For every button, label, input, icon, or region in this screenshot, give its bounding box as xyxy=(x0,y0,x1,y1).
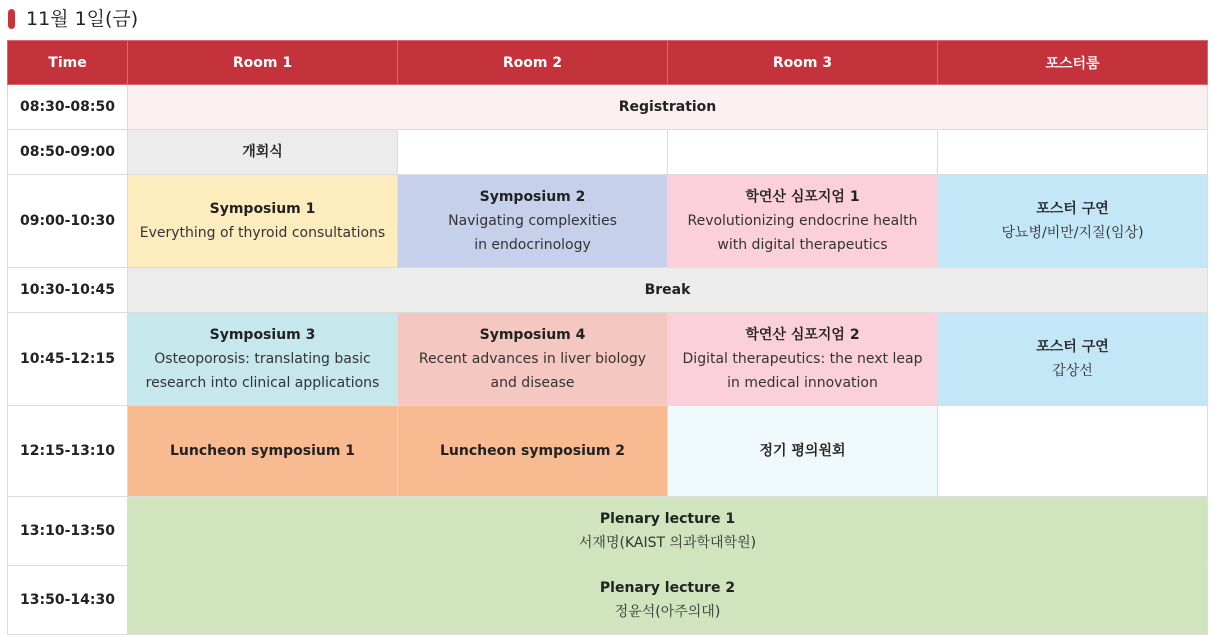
session-topic: Everything of thyroid consultations xyxy=(139,225,386,241)
session-poster-oral-2[interactable] xyxy=(938,313,1208,406)
session-luncheon-symposium-1[interactable] xyxy=(128,406,398,497)
time-slot: 08:30-08:50 xyxy=(8,85,128,130)
registration-label: Registration xyxy=(618,99,717,115)
time-slot: 09:00-10:30 xyxy=(8,175,128,268)
table-row xyxy=(8,130,1208,175)
session-topic: Osteoporosis: translating basic xyxy=(154,351,371,367)
header-poster-room: 포스터룸 xyxy=(938,41,1208,85)
date-title: 11월 1일(금) xyxy=(26,8,139,30)
time-slot: 12:15-13:10 xyxy=(8,406,128,497)
header-room-1: Room 1 xyxy=(128,41,398,85)
table-row xyxy=(8,566,1208,635)
session-luncheon-symposium-2[interactable] xyxy=(398,406,668,497)
session-title: 정기 평의원회 xyxy=(759,443,846,459)
session-plenary-lecture-1[interactable] xyxy=(128,497,1208,566)
session-topic: Navigating complexities xyxy=(448,213,617,229)
header-row xyxy=(8,41,1208,85)
date-marker-bar xyxy=(8,9,15,29)
session-topic: 갑상선 xyxy=(1052,363,1093,379)
session-industry-symposium-2[interactable] xyxy=(668,313,938,406)
date-header xyxy=(0,0,1212,40)
session-title: Symposium 4 xyxy=(479,327,586,343)
session-topic: Recent advances in liver biology xyxy=(418,351,647,367)
break-cell xyxy=(128,268,1208,313)
session-topic: 당뇨병/비만/지질(임상) xyxy=(1001,225,1144,241)
table-row xyxy=(8,313,1208,406)
time-slot: 10:30-10:45 xyxy=(8,268,128,313)
session-title: Symposium 3 xyxy=(209,327,316,343)
session-topic: in medical innovation xyxy=(727,375,878,391)
time-slot: 13:50-14:30 xyxy=(8,566,128,635)
session-topic: in endocrinology xyxy=(474,237,591,253)
session-title: 포스터 구연 xyxy=(1036,201,1109,217)
header-time: Time xyxy=(8,41,128,85)
session-topic: research into clinical applications xyxy=(145,375,380,391)
session-topic: Digital therapeutics: the next leap xyxy=(682,351,923,367)
header-room-3: Room 3 xyxy=(668,41,938,85)
session-title: Plenary lecture 2 xyxy=(599,580,736,596)
table-row xyxy=(8,268,1208,313)
schedule-table xyxy=(7,40,1208,635)
session-title: 학연산 심포지엄 1 xyxy=(745,189,860,205)
table-row xyxy=(8,406,1208,497)
session-title: Luncheon symposium 2 xyxy=(439,443,626,459)
session-topic: with digital therapeutics xyxy=(717,237,888,253)
session-symposium-2[interactable] xyxy=(398,175,668,268)
session-topic: Revolutionizing endocrine health xyxy=(687,213,918,229)
time-slot: 08:50-09:00 xyxy=(8,130,128,175)
session-title: Luncheon symposium 1 xyxy=(169,443,356,459)
header-room-2: Room 2 xyxy=(398,41,668,85)
table-row xyxy=(8,497,1208,566)
empty-cell xyxy=(938,130,1208,175)
empty-cell xyxy=(668,130,938,175)
opening-ceremony-cell xyxy=(128,130,398,175)
session-title: Symposium 2 xyxy=(479,189,586,205)
session-title: 포스터 구연 xyxy=(1036,339,1109,355)
table-row xyxy=(8,85,1208,130)
time-slot: 10:45-12:15 xyxy=(8,313,128,406)
registration-cell xyxy=(128,85,1208,130)
break-label: Break xyxy=(644,282,691,298)
empty-cell xyxy=(398,130,668,175)
session-symposium-1[interactable] xyxy=(128,175,398,268)
session-speaker: 서재명(KAIST 의과학대학원) xyxy=(578,535,757,551)
session-symposium-3[interactable] xyxy=(128,313,398,406)
session-title: Symposium 1 xyxy=(209,201,316,217)
session-title: Plenary lecture 1 xyxy=(599,511,736,527)
empty-cell xyxy=(938,406,1208,497)
opening-ceremony-label: 개회식 xyxy=(242,144,283,160)
session-industry-symposium-1[interactable] xyxy=(668,175,938,268)
session-plenary-lecture-2[interactable] xyxy=(128,566,1208,635)
session-council-meeting[interactable] xyxy=(668,406,938,497)
session-title: 학연산 심포지엄 2 xyxy=(745,327,860,343)
table-row xyxy=(8,175,1208,268)
session-symposium-4[interactable] xyxy=(398,313,668,406)
session-poster-oral-1[interactable] xyxy=(938,175,1208,268)
time-slot: 13:10-13:50 xyxy=(8,497,128,566)
session-speaker: 정윤석(아주의대) xyxy=(614,604,721,620)
session-topic: and disease xyxy=(490,375,575,391)
